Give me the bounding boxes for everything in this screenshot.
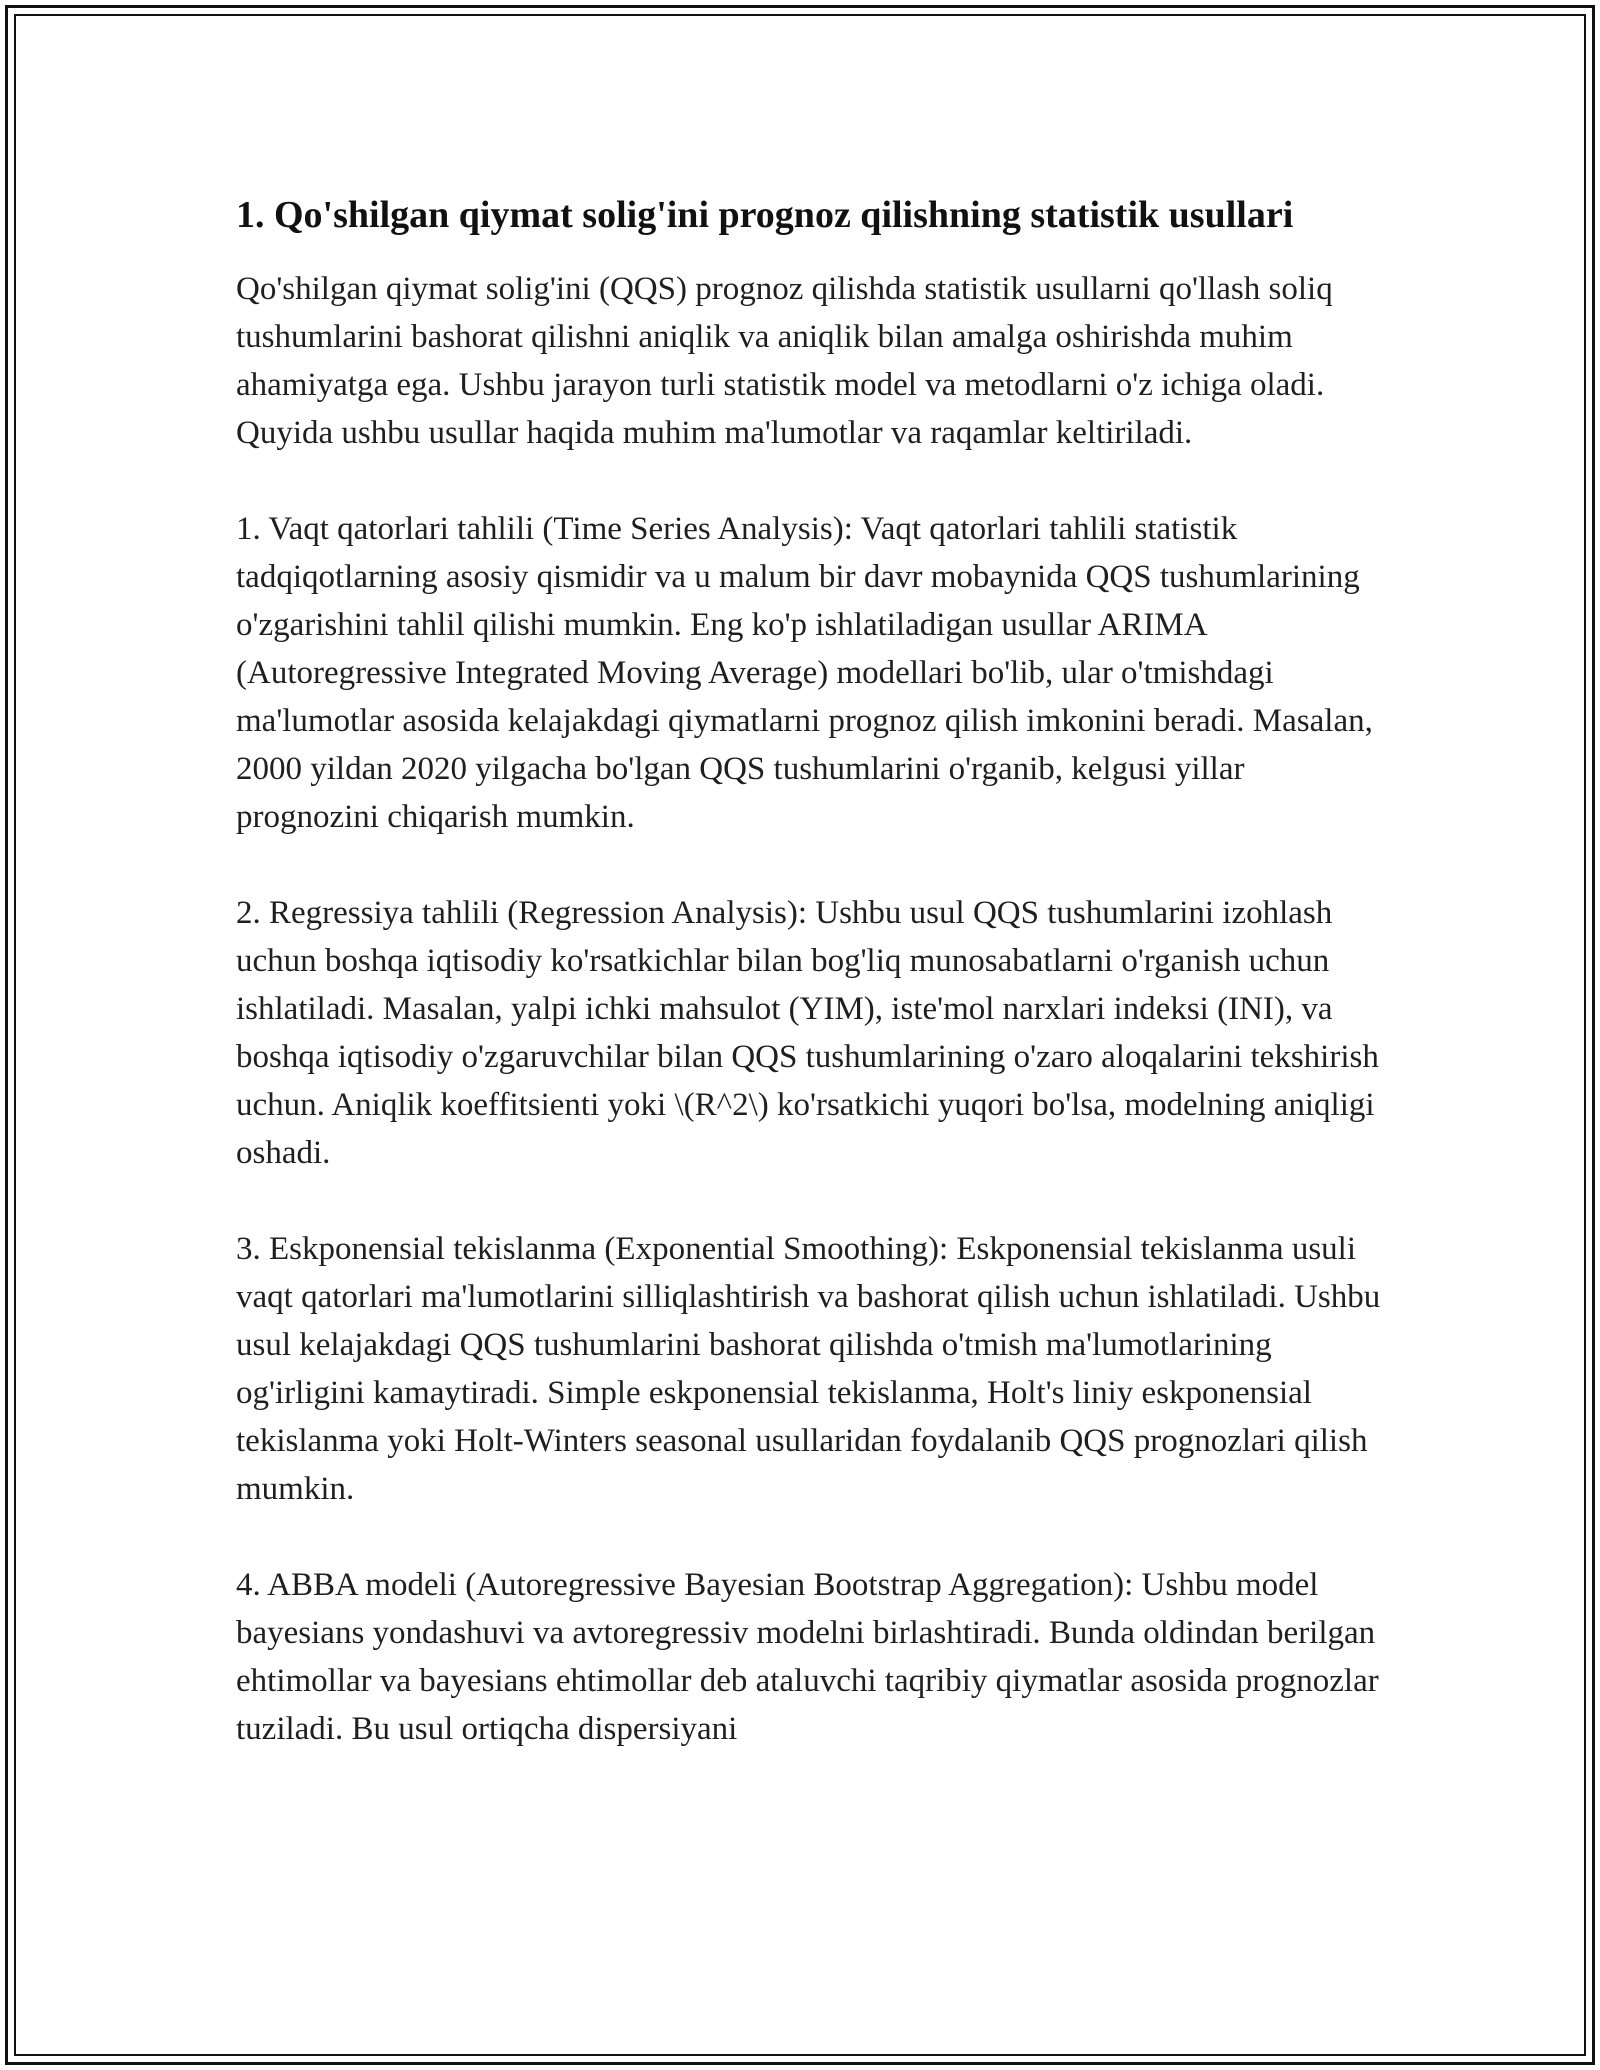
section-title: 1. Qo'shilgan qiymat solig'ini prognoz qilishning statistik usullari [236,194,1294,236]
intro-paragraph: Qo'shilgan qiymat solig'ini (QQS) prognoz qilishda statistik usullarni qo'llash soliq tushumlarini bashorat qilishni aniqlik va aniqlik bilan amalga oshirishda muhim ahamiyatga ega. Ushbu jarayon turli statistik model va metodlarni o'z ichiga oladi. Quyida ushbu usullar haqida muhim ma'lumotlar va raqamlar keltiriladi. [236,271,1333,451]
time-series-paragraph: 1. Vaqt qatorlari tahlili (Time Series Analysis): Vaqt qatorlari tahlili statistik tadqiqotlarning asosiy qismidir va u malum bir davr mobaynida QQS tushumlarining o'zgarishini tahlil qilishi mumkin. Eng ko'p ishlatiladigan usullar ARIMA (Autoregressive Integrated Moving Average) modellari bo'lib, ular o'tmishdagi ma'lumotlar asosida kelajakdagi qiymatlarni prognoz qilish imkonini beradi. Masalan, 2000 yildan 2020 yilgacha bo'lgan QQS tushumlarini o'rganib, kelgusi yillar prognozini chiqarish mumkin. [236,511,1373,835]
document-body [236,188,1386,1753]
abba-model-paragraph: 4. ABBA modeli (Autoregressive Bayesian Bootstrap Aggregation): Ushbu model bayesians yondashuvi va avtoregressiv modelni birlashtiradi. Bunda oldindan berilgan ehtimollar va bayesians ehtimollar deb ataluvchi taqribiy qiymatlar asosida prognozlar tuziladi. Bu usul ortiqcha dispersiyani [236,1567,1379,1747]
exponential-smoothing-paragraph: 3. Eskponensial tekislanma (Exponential Smoothing): Eskponensial tekislanma usuli vaqt qatorlari ma'lumotlarini silliqlashtirish va bashorat qilish uchun ishlatiladi. Ushbu usul kelajakdagi QQS tushumlarini bashorat qilishda o'tmish ma'lumotlarining og'irligini kamaytiradi. Simple eskponensial tekislanma, Holt's liniy eskponensial tekislanma yoki Holt-Winters seasonal usullaridan foydalanib QQS prognozlari qilish mumkin. [236,1231,1381,1507]
regression-paragraph: 2. Regressiya tahlili (Regression Analysis): Ushbu usul QQS tushumlarini izohlash uchun boshqa iqtisodiy ko'rsatkichlar bilan bog'liq munosabatlarni o'rganish uchun ishlatiladi. Masalan, yalpi ichki mahsulot (YIM), iste'mol narxlari indeksi (INI), va boshqa iqtisodiy o'zgaruvchilar bilan QQS tushumlarining o'zaro aloqalarini tekshirish uchun. Aniqlik koeffitsienti yoki \(R^2\) ko'rsatkichi yuqori bo'lsa, modelning aniqligi oshadi. [236,895,1379,1171]
